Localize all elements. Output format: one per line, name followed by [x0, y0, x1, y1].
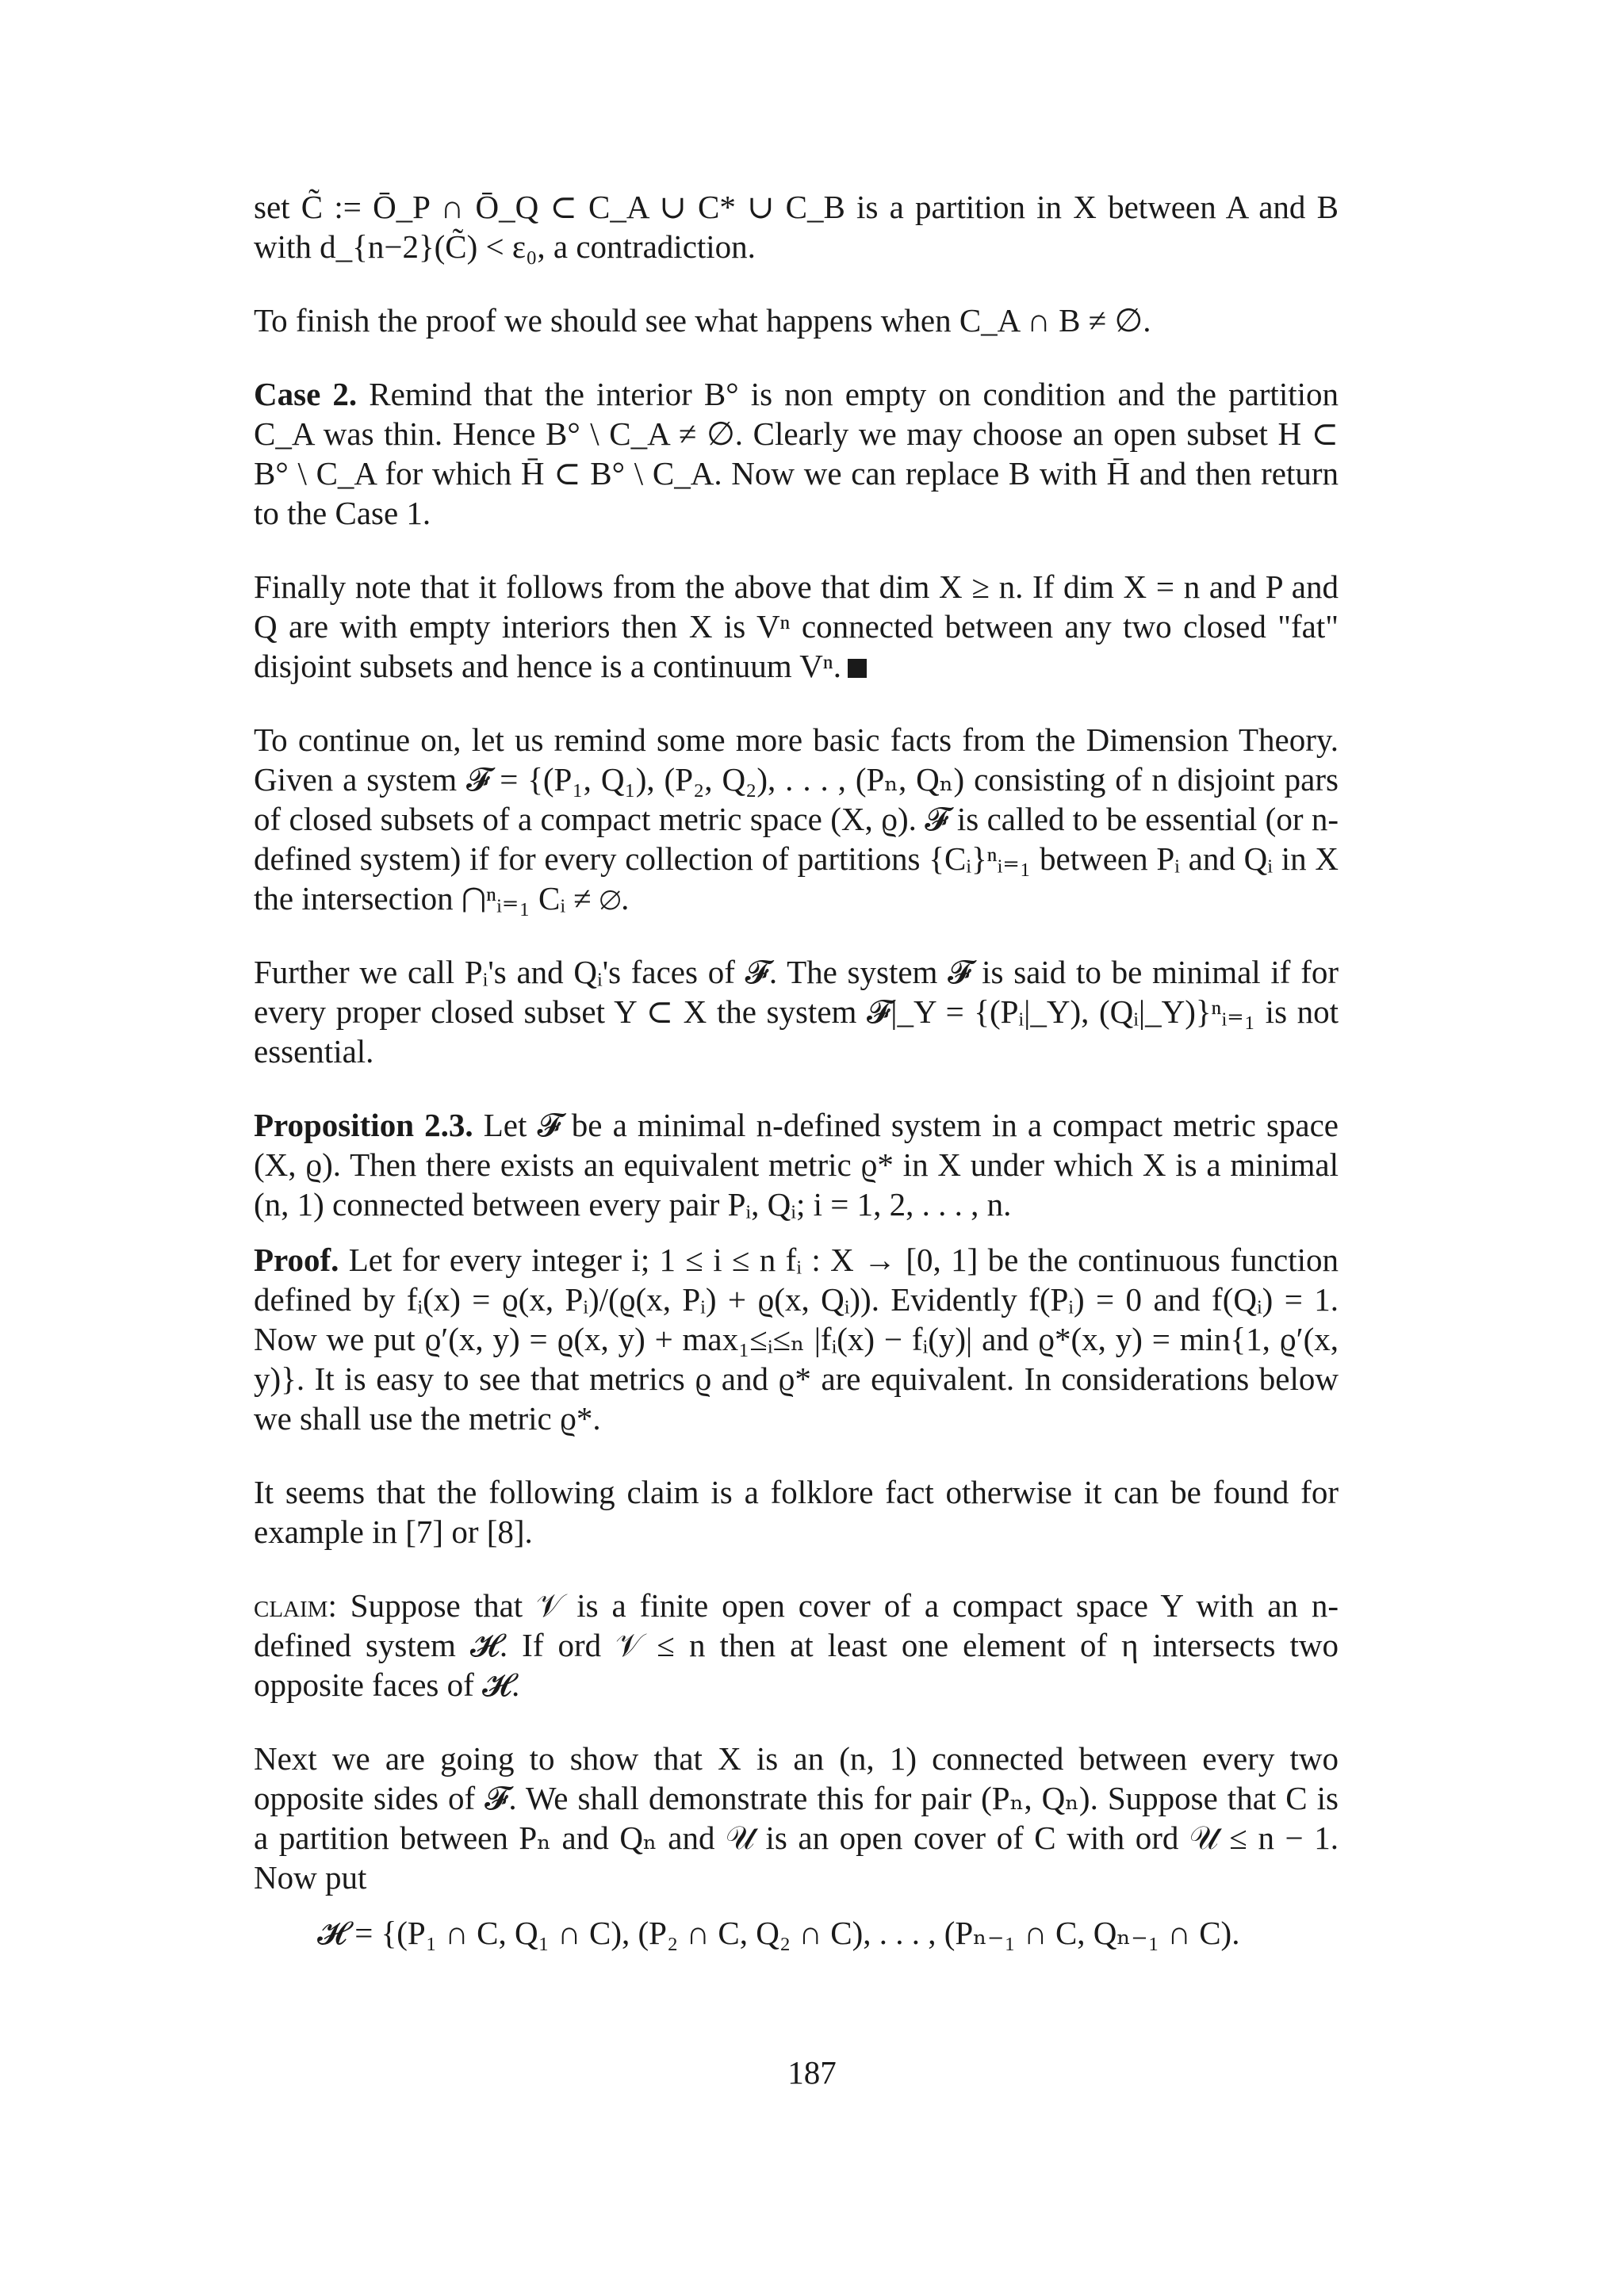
paragraph-2: To finish the proof we should see what happens when C_A ∩ B ≠ ∅. — [254, 302, 1151, 339]
proof — [254, 1240, 1339, 1438]
paragraph-5: To continue on, let us remind some more basic facts from the Dimension Theory. Given a system 𝓕 = {(P₁, Q₁), (P₂, Q₂), . . . , (Pₙ, Qₙ) consisting of n disjoint pars of closed subsets of a compact metric space (X, ϱ). 𝓕 is called to be essential (or n-defined system) if for every collection of partitions {Cᵢ}ⁿᵢ₌₁ between Pᵢ and Qᵢ in X the intersection ⋂ⁿᵢ₌₁ Cᵢ ≠ ∅. — [254, 721, 1339, 916]
proposition-text: Let 𝓕 be a minimal n-defined system in a compact metric space (X, ϱ). Then there exists an equivalent metric ϱ* in X under which X is a minimal (n, 1) connected between every pair Pᵢ, Qᵢ; i = 1, 2, . . . , n. — [254, 1107, 1339, 1223]
paragraph-4-text: Finally note that it follows from the above that dim X ≥ n. If dim X = n and P and Q are with empty interiors then X is Vⁿ connected between any two closed "fat" disjoint subsets and hence is a continuum Vⁿ. — [254, 568, 1339, 684]
proof-label: Proof. — [254, 1242, 339, 1278]
qed-square-icon — [848, 659, 867, 678]
claim-label: claim — [254, 1587, 328, 1624]
paragraph-case-2 — [254, 374, 1339, 533]
case-2-text: Remind that the interior B° is non empty on condition and the partition C_A was thin. Hence B° \ C_A ≠ ∅. Clearly we may choose an open subset H ⊂ B° \ C_A for which H̄ ⊂ B° \ C_A. Now we can replace B with H̄ and then return to the Case 1. — [254, 376, 1339, 531]
proposition-2-3 — [254, 1105, 1339, 1224]
display-equation: 𝓗 = {(P₁ ∩ C, Q₁ ∩ C), (P₂ ∩ C, Q₂ ∩ C), . . . , (Pₙ₋₁ ∩ C, Qₙ₋₁ ∩ C). — [317, 1915, 1240, 1951]
paragraph-9: It seems that the following claim is a folklore fact otherwise it can be found for example in [7] or [8]. — [254, 1474, 1339, 1550]
case-2-label: Case 2. — [254, 376, 358, 412]
paragraph-1: set C̃ := Ō_P ∩ Ō_Q ⊂ C_A ∪ C* ∪ C_B is a partition in X between A and B with d_{n−2}(C̃) < ε₀, a contradiction. — [254, 189, 1339, 265]
claim-text: : Suppose that 𝒱 is a finite open cover of a compact space Y with an n-defined system 𝓗. If ord 𝒱 ≤ n then at least one element of η intersects two opposite faces of 𝓗. — [254, 1587, 1339, 1703]
proposition-label: Proposition 2.3. — [254, 1107, 473, 1143]
paragraph-6: Further we call Pᵢ's and Qᵢ's faces of 𝓕. The system 𝓕 is said to be minimal if for every proper closed subset Y ⊂ X the system 𝓕|_Y = {(Pᵢ|_Y), (Qᵢ|_Y)}ⁿᵢ₌₁ is not essential. — [254, 954, 1339, 1070]
paragraph-4 — [254, 567, 1339, 686]
page-body — [254, 187, 1339, 1953]
proof-text: Let for every integer i; 1 ≤ i ≤ n fᵢ : X → [0, 1] be the continuous function defined by fᵢ(x) = ϱ(x, Pᵢ)/(ϱ(x, Pᵢ) + ϱ(x, Qᵢ)). Evidently f(Pᵢ) = 0 and f(Qᵢ) = 1. Now we put ϱ′(x, y) = ϱ(x, y) + max₁≤ᵢ≤ₙ |fᵢ(x) − fᵢ(y)| and ϱ*(x, y) = min{1, ϱ′(x, y)}. It is easy to see that metrics ϱ and ϱ* are equivalent. In considerations below we shall use the metric ϱ*. — [254, 1242, 1339, 1437]
paragraph-11: Next we are going to show that X is an (n, 1) connected between every two opposite sides of 𝓕. We shall demonstrate this for pair (Pₙ, Qₙ). Suppose that C is a partition between Pₙ and Qₙ and 𝒰 is an open cover of C with ord 𝒰 ≤ n − 1. Now put — [254, 1740, 1339, 1896]
claim — [254, 1586, 1339, 1705]
page-number: 187 — [787, 2054, 837, 2091]
